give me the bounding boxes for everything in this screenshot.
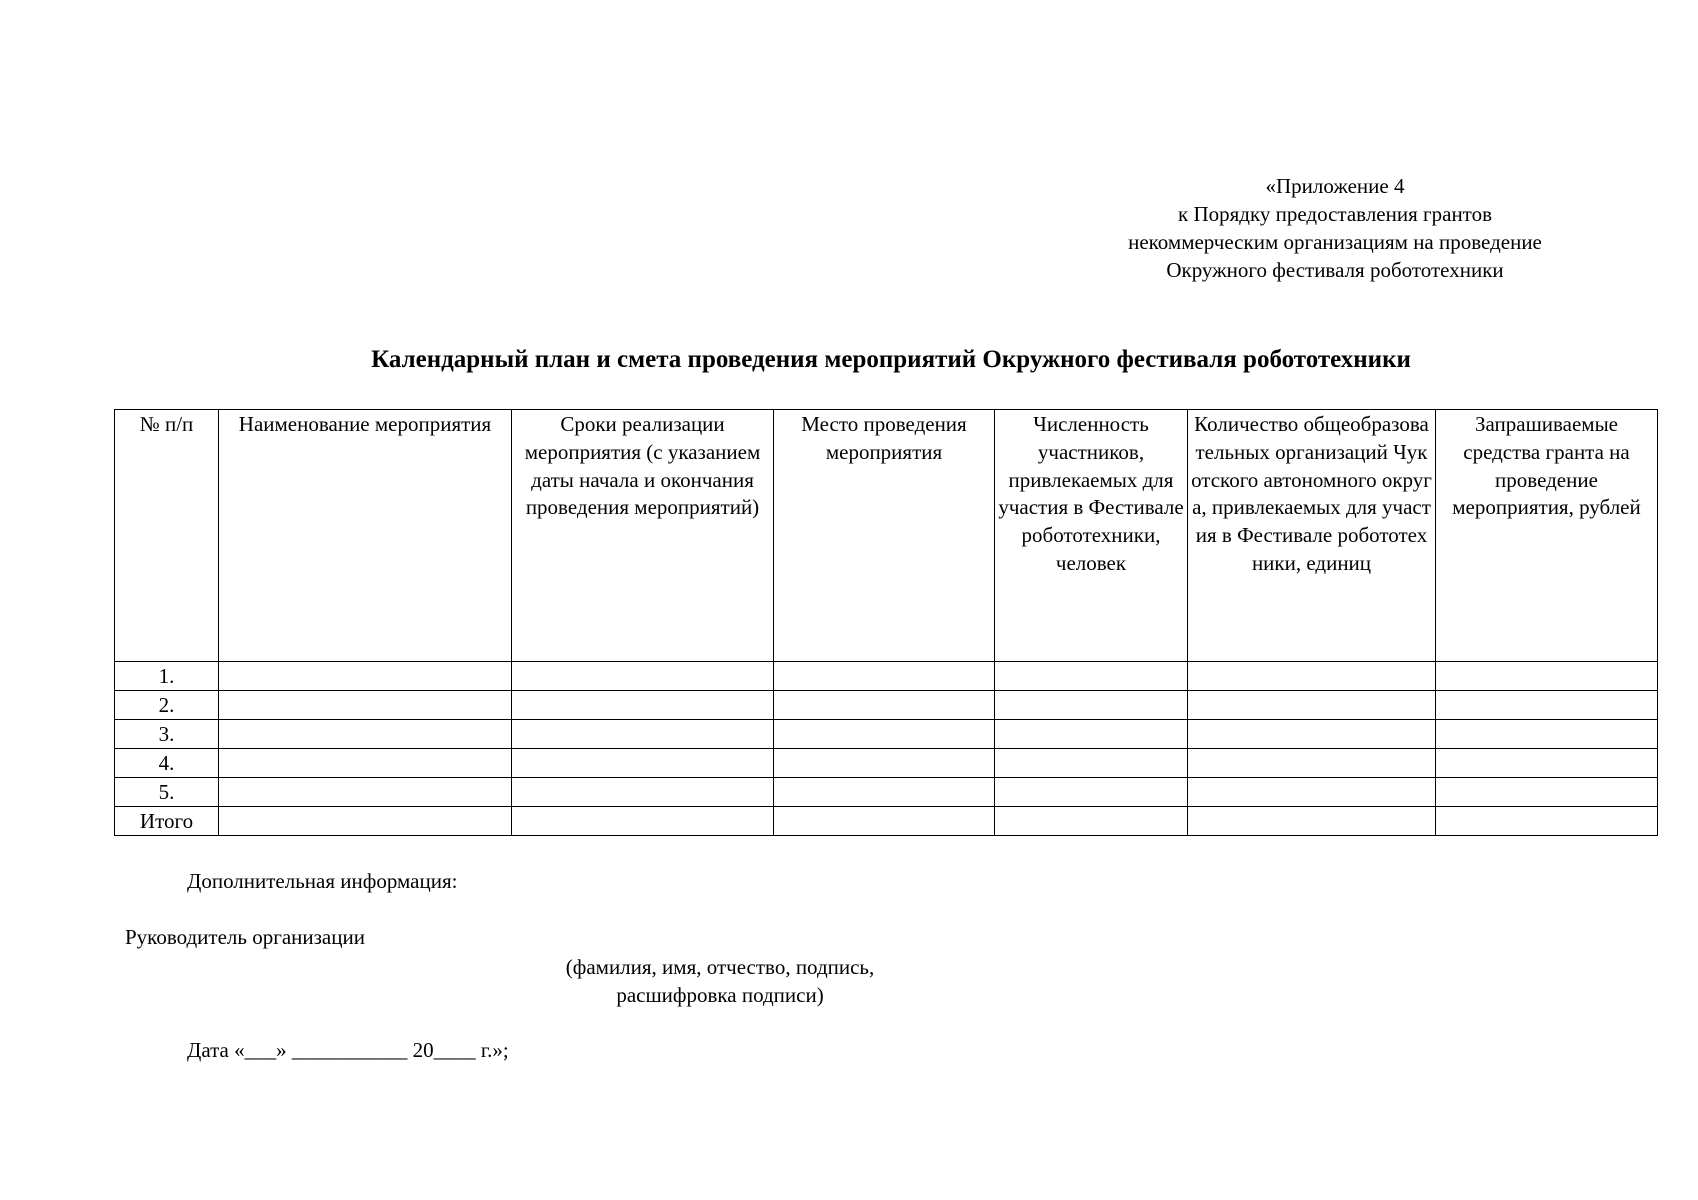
header-dates: Сроки реализации мероприятия (с указанием даты начала и окончания проведения мероприятий): [512, 410, 774, 662]
table-row: [115, 749, 1658, 778]
cell-event-name[interactable]: [219, 720, 512, 749]
table-row: [115, 720, 1658, 749]
appendix-line: «Приложение 4: [1265, 174, 1405, 198]
cell-dates[interactable]: [512, 691, 774, 720]
cell-venue[interactable]: [774, 662, 995, 691]
header-event-name: Наименование мероприятия: [219, 410, 512, 662]
date-line: Дата «___» ___________ 20____ г.»;: [187, 1038, 509, 1062]
cell-grant-amount[interactable]: [1436, 691, 1658, 720]
cell-participants[interactable]: [995, 720, 1188, 749]
header-schools-count: Количество общеобразовательных организаций Чукотского автономного округа, привлекаемых для участия в Фестивале робототехники, единиц: [1188, 410, 1436, 662]
header-venue: Место проведения мероприятия: [774, 410, 995, 662]
cell-venue[interactable]: [774, 749, 995, 778]
cell-event-name[interactable]: [219, 807, 512, 836]
signature-hint-line: (фамилия, имя, отчество, подпись,: [565, 955, 875, 979]
table-row: [115, 691, 1658, 720]
cell-event-name[interactable]: [219, 778, 512, 807]
cell-dates[interactable]: [512, 778, 774, 807]
cell-schools-count[interactable]: [1188, 662, 1436, 691]
cell-event-name[interactable]: [219, 691, 512, 720]
header-participants: Численность участников, привлекаемых для участия в Фестивале робототехники, человек: [995, 410, 1188, 662]
signature-hint-line: расшифровка подписи): [616, 983, 824, 1007]
appendix-line: Окружного фестиваля робототехники: [1166, 258, 1504, 282]
cell-dates[interactable]: [512, 720, 774, 749]
cell-venue[interactable]: [774, 720, 995, 749]
plan-table: [114, 409, 1658, 836]
cell-venue[interactable]: [774, 778, 995, 807]
cell-event-name[interactable]: [219, 749, 512, 778]
cell-grant-amount[interactable]: [1436, 749, 1658, 778]
cell-grant-amount[interactable]: [1436, 807, 1658, 836]
cell-grant-amount[interactable]: [1436, 778, 1658, 807]
cell-schools-count[interactable]: [1188, 807, 1436, 836]
table-total-row: [115, 807, 1658, 836]
table-row: [115, 778, 1658, 807]
cell-dates[interactable]: [512, 807, 774, 836]
total-label: Итого: [115, 807, 219, 836]
appendix-header: [1083, 172, 1587, 284]
cell-participants[interactable]: [995, 691, 1188, 720]
cell-event-name[interactable]: [219, 662, 512, 691]
header-grant-amount: Запрашиваемые средства гранта на проведение мероприятия, рублей: [1436, 410, 1658, 662]
row-number: 3.: [115, 720, 219, 749]
cell-venue[interactable]: [774, 807, 995, 836]
cell-schools-count[interactable]: [1188, 720, 1436, 749]
cell-grant-amount[interactable]: [1436, 720, 1658, 749]
appendix-line: некоммерческим организациям на проведение: [1128, 230, 1542, 254]
appendix-line: к Порядку предоставления грантов: [1178, 202, 1492, 226]
table-header-row: [115, 410, 1658, 662]
cell-dates[interactable]: [512, 662, 774, 691]
cell-grant-amount[interactable]: [1436, 662, 1658, 691]
signature-hint: [520, 953, 920, 1009]
cell-dates[interactable]: [512, 749, 774, 778]
row-number: 5.: [115, 778, 219, 807]
cell-participants[interactable]: [995, 749, 1188, 778]
cell-venue[interactable]: [774, 691, 995, 720]
cell-participants[interactable]: [995, 662, 1188, 691]
cell-participants[interactable]: [995, 807, 1188, 836]
additional-info-label: Дополнительная информация:: [187, 869, 458, 893]
row-number: 4.: [115, 749, 219, 778]
cell-participants[interactable]: [995, 778, 1188, 807]
table-row: [115, 662, 1658, 691]
header-number: № п/п: [115, 410, 219, 662]
cell-schools-count[interactable]: [1188, 691, 1436, 720]
cell-schools-count[interactable]: [1188, 749, 1436, 778]
cell-schools-count[interactable]: [1188, 778, 1436, 807]
document-title: Календарный план и смета проведения мероприятий Окружного фестиваля робототехники: [371, 346, 1411, 373]
organization-head-label: Руководитель организации: [125, 925, 365, 949]
row-number: 2.: [115, 691, 219, 720]
row-number: 1.: [115, 662, 219, 691]
